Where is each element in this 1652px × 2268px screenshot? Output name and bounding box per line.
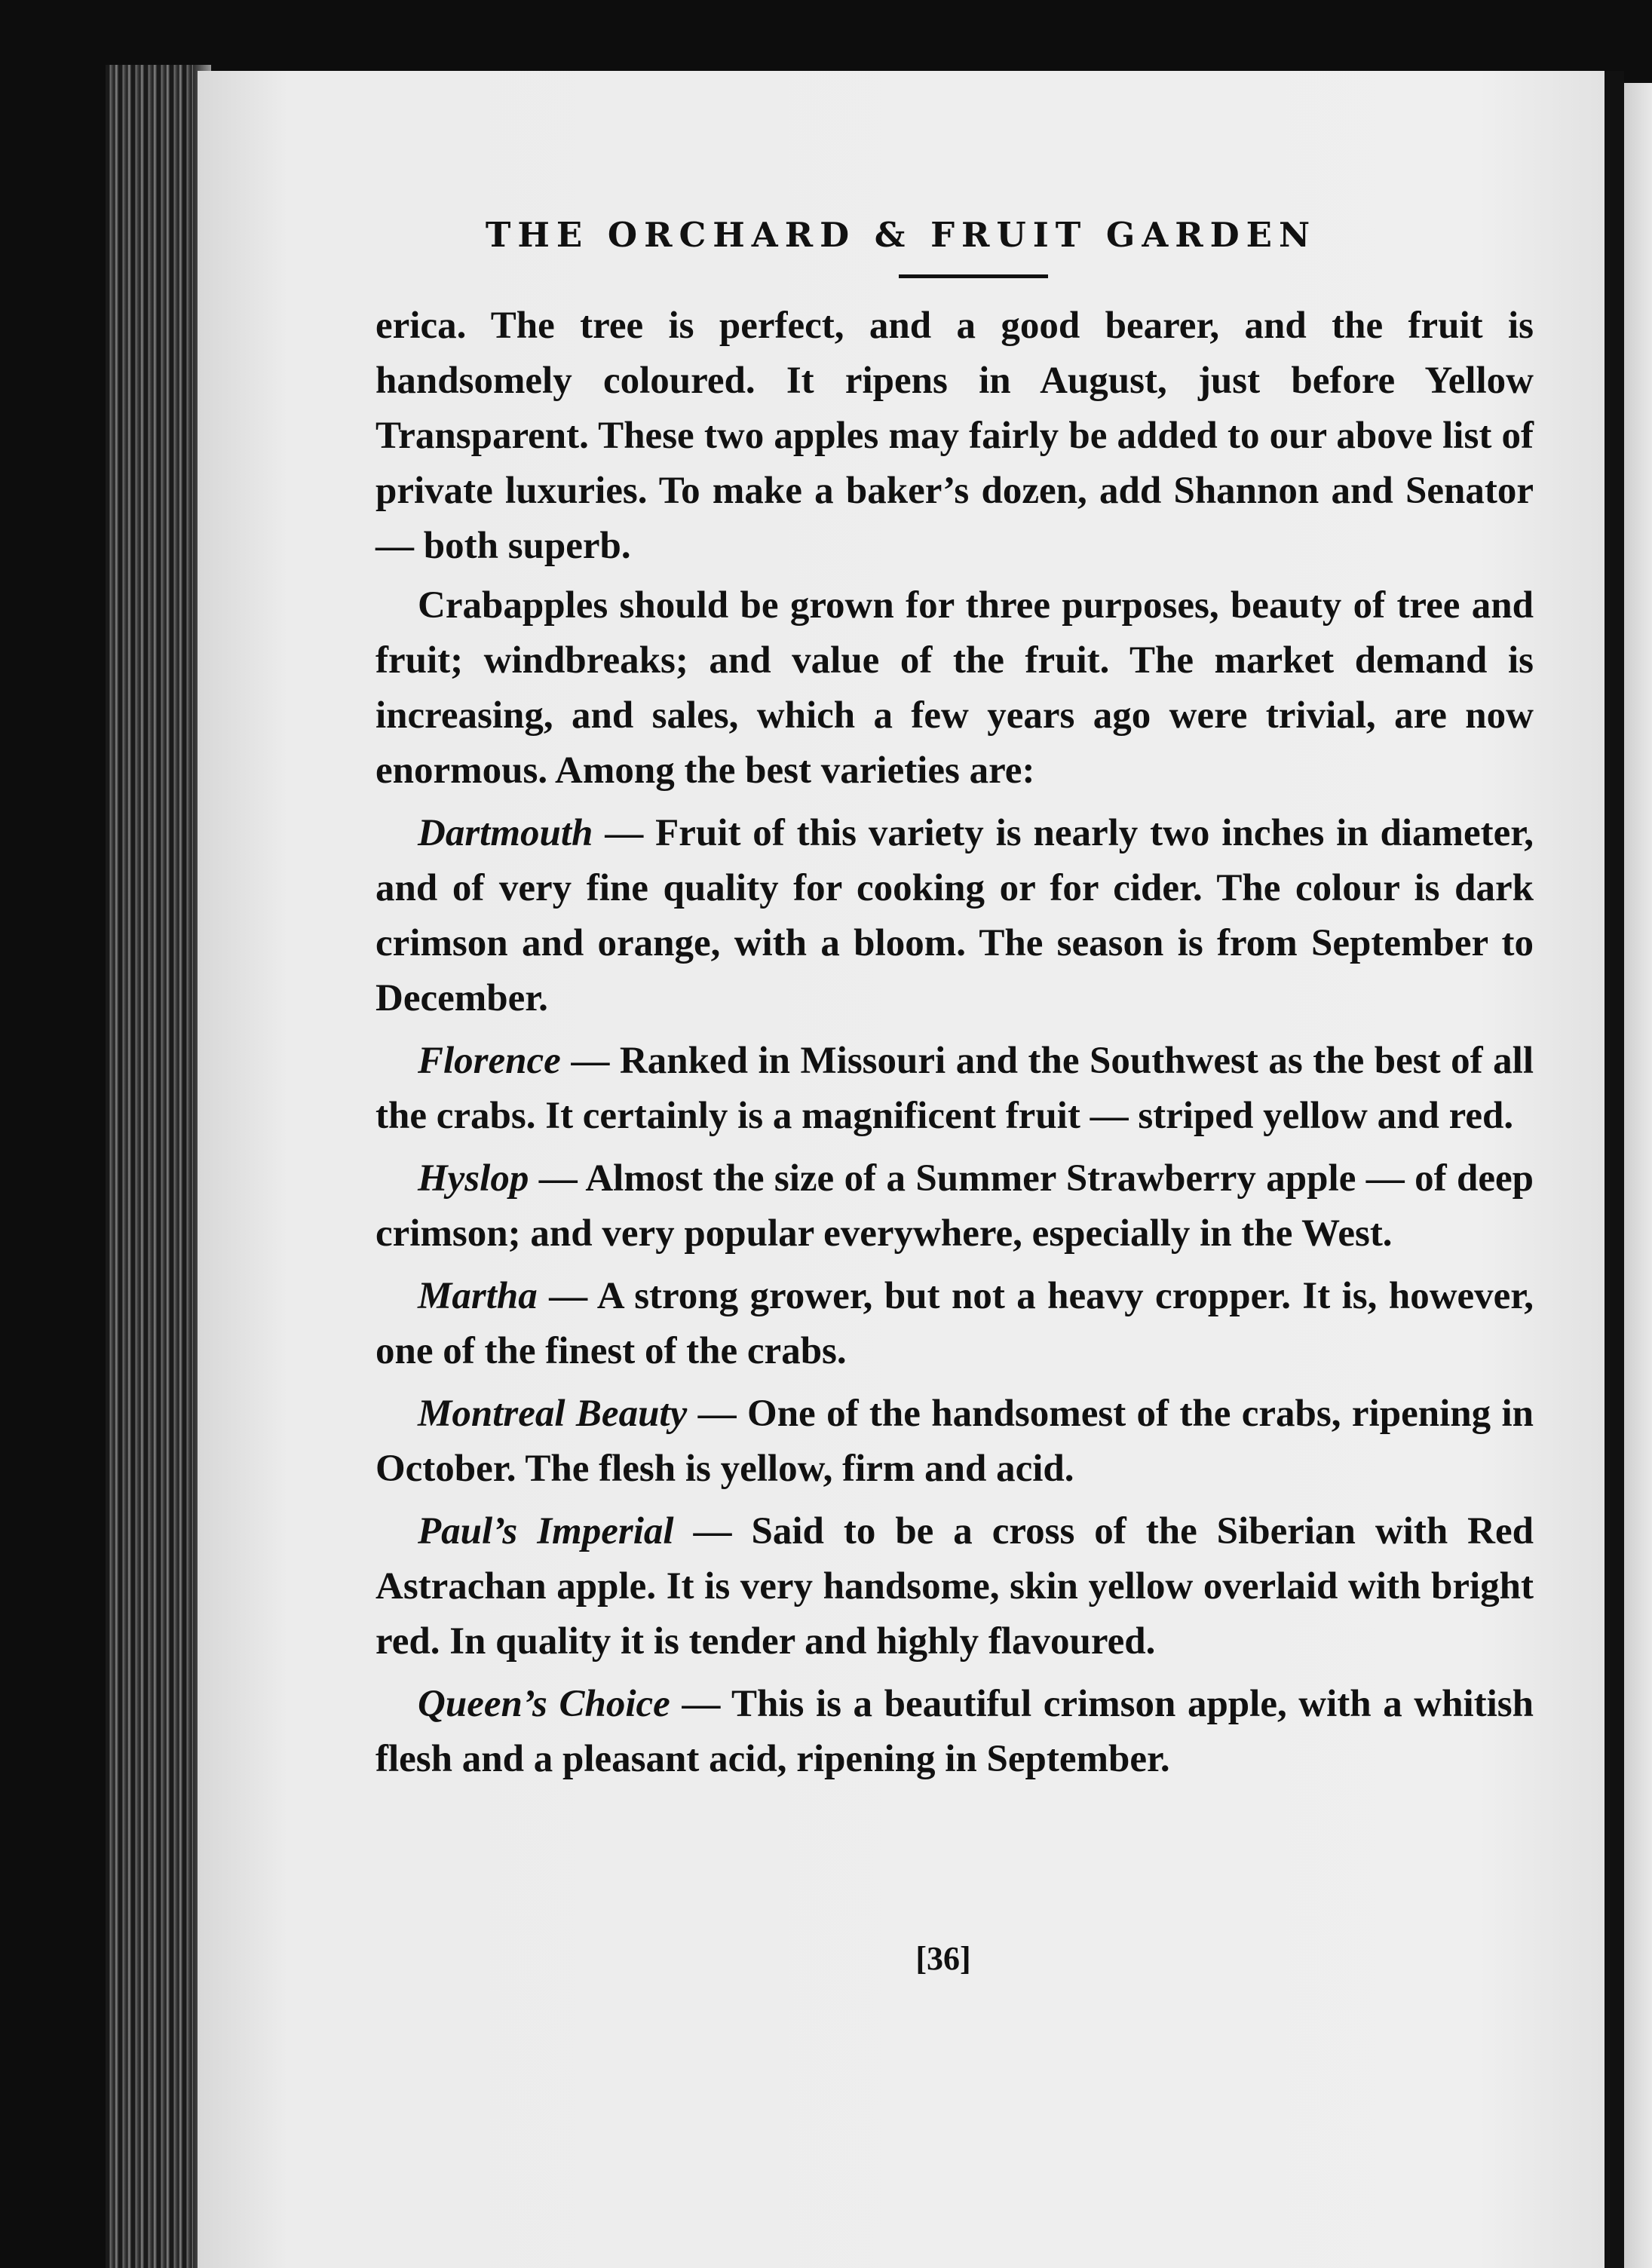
running-head: THE ORCHARD & FRUIT GARDEN bbox=[485, 215, 1317, 255]
variety-name: Montreal Beauty bbox=[418, 1393, 688, 1435]
variety-entry-florence bbox=[375, 1034, 1534, 1144]
page-number: [36] bbox=[915, 1940, 971, 1977]
page-block-edges bbox=[106, 65, 211, 2268]
variety-name: Martha bbox=[418, 1275, 538, 1317]
variety-entry-montreal-beauty bbox=[375, 1387, 1534, 1497]
variety-description: — This is a beautiful crimson apple, with a whitish flesh and a pleasant acid, ripening in September. bbox=[375, 1683, 1534, 1780]
variety-entry-queens-choice bbox=[375, 1677, 1534, 1787]
gutter-shadow bbox=[1604, 71, 1624, 2268]
body-text bbox=[375, 299, 1534, 1787]
variety-entry-dartmouth bbox=[375, 806, 1534, 1026]
variety-description: — Said to be a cross of the Siberian with Red Astrachan apple. It is very handsome, skin yellow overlaid with bright red. In quality it is tender and highly flavoured. bbox=[375, 1510, 1534, 1663]
variety-description: — One of the handsomest of the crabs, ripening in October. The flesh is yellow, firm and acid. bbox=[375, 1393, 1534, 1490]
variety-entry-martha bbox=[375, 1269, 1534, 1379]
variety-description: — A strong grower, but not a heavy cropper. It is, however, one of the finest of the crabs. bbox=[375, 1275, 1534, 1372]
running-head-rule bbox=[899, 274, 1048, 278]
paragraph-crabapples: Crabapples should be grown for three purposes, beauty of tree and fruit; windbreaks; and value of the fruit. The market demand is increasing, and sales, which a few years ago were trivial, are now enormous. Among the best varieties are: bbox=[375, 584, 1534, 792]
variety-name: Hyslop bbox=[418, 1157, 529, 1200]
variety-description: — Almost the size of a Summer Strawberry apple — of deep crimson; and very popular everywhere, especially in the West. bbox=[375, 1157, 1534, 1255]
variety-name: Dartmouth bbox=[418, 812, 593, 854]
variety-entry-pauls-imperial bbox=[375, 1504, 1534, 1669]
variety-entry-hyslop bbox=[375, 1151, 1534, 1261]
variety-name: Queen’s Choice bbox=[418, 1683, 670, 1725]
variety-description: — Ranked in Missouri and the Southwest as the best of all the crabs. It certainly is a magnificent fruit — striped yellow and red. bbox=[375, 1040, 1534, 1137]
variety-description: — Fruit of this variety is nearly two inches in diameter, and of very fine quality for cooking or for cider. The colour is dark crimson and orange, with a bloom. The season is from September to December. bbox=[375, 812, 1534, 1019]
variety-name: Paul’s Imperial bbox=[418, 1510, 674, 1552]
variety-name: Florence bbox=[418, 1040, 561, 1082]
paragraph-continuation: erica. The tree is perfect, and a good bearer, and the fruit is handsomely coloured. It ripens in August, just before Yellow Transparent. These two apples may fairly be added to our above list of private luxuries. To make a baker’s dozen, add Shannon and Senator — both superb. bbox=[375, 305, 1534, 567]
